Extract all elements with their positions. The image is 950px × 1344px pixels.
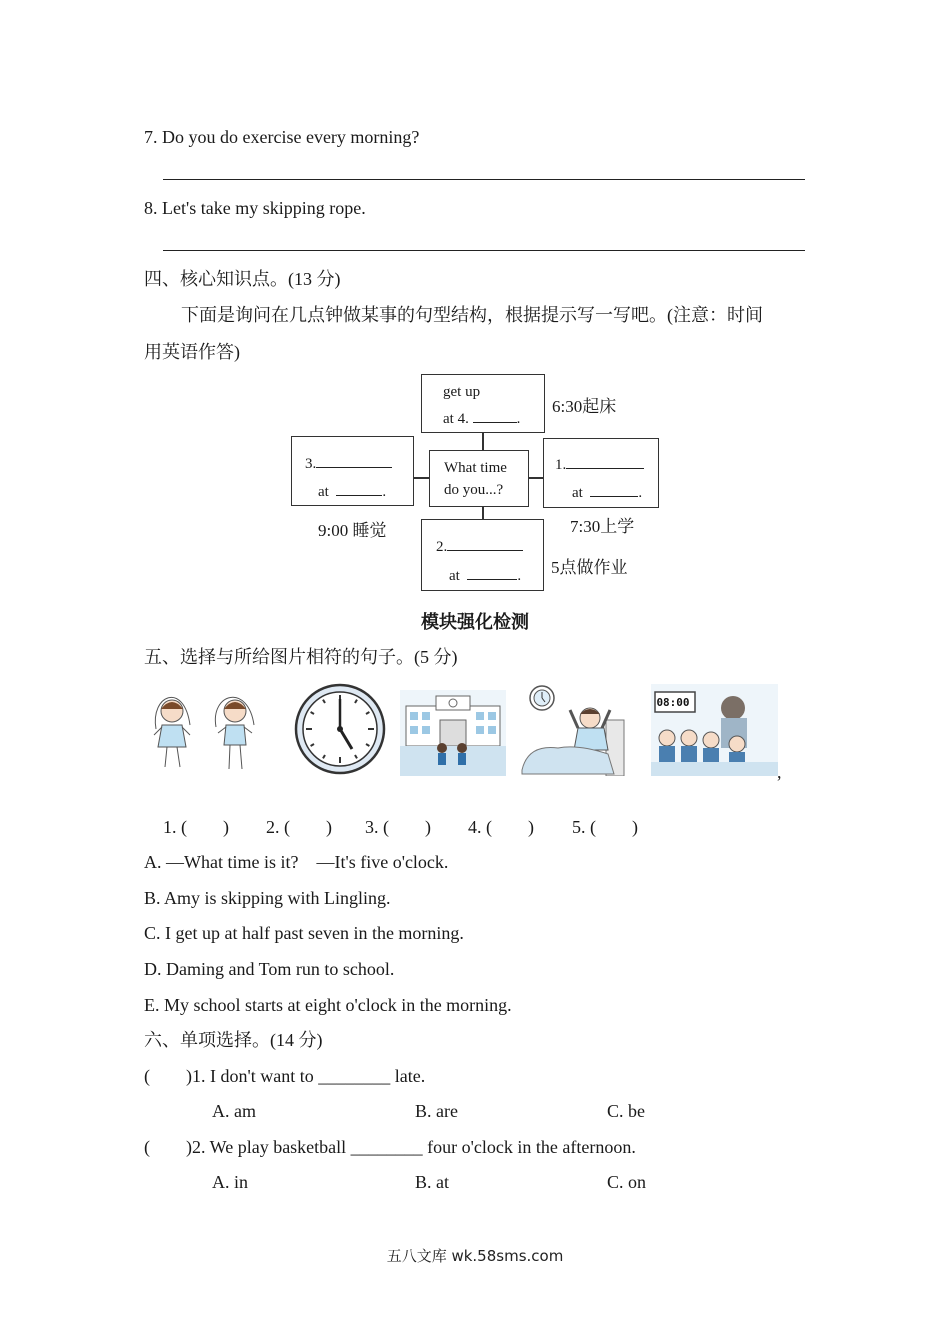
bottom-caption: 5点做作业 bbox=[551, 558, 628, 577]
bottom-box bbox=[421, 519, 544, 591]
mc-question-1: ( )1. I don't want to ________ late. bbox=[144, 1066, 426, 1086]
connector-right bbox=[528, 477, 544, 479]
section-4-heading: 四、核心知识点。(13 分) bbox=[144, 269, 341, 289]
option-c: C. I get up at half past seven in the morning. bbox=[144, 923, 464, 943]
module-title: 模块强化检测 bbox=[421, 612, 529, 632]
center-line2: do you...? bbox=[444, 482, 504, 498]
connector-top bbox=[482, 432, 484, 450]
top-box-line1: get up bbox=[443, 384, 481, 400]
left-box-line2: at . bbox=[318, 481, 386, 502]
right-box-line2: at . bbox=[572, 482, 642, 503]
stray-comma: , bbox=[777, 762, 782, 782]
option-b: B. Amy is skipping with Lingling. bbox=[144, 888, 391, 908]
left-box bbox=[291, 436, 414, 506]
clock-display-label: 08:00 bbox=[656, 696, 690, 709]
left-box-line1: 3. bbox=[305, 453, 392, 474]
top-box-line2: at 4. . bbox=[443, 408, 520, 429]
option-d: D. Daming and Tom run to school. bbox=[144, 959, 395, 979]
mc-q1-option-b[interactable]: B. are bbox=[415, 1101, 458, 1121]
mc-q1-option-a[interactable]: A. am bbox=[212, 1101, 256, 1121]
connector-left bbox=[413, 477, 429, 479]
right-box bbox=[543, 438, 659, 508]
answer-blank-2[interactable]: 2. ( ) bbox=[266, 817, 332, 837]
bottom-box-line1: 2. bbox=[436, 536, 523, 557]
clock-picture bbox=[294, 683, 386, 775]
answer-blank-4[interactable]: 4. ( ) bbox=[468, 817, 534, 837]
answer-line-7[interactable] bbox=[163, 179, 805, 180]
section-5-heading: 五、选择与所给图片相符的句子。(5 分) bbox=[144, 647, 458, 667]
right-box-line1: 1. bbox=[555, 454, 644, 475]
bottom-box-line2: at . bbox=[449, 565, 521, 586]
skipping-girls-picture bbox=[144, 685, 266, 775]
answer-line-8[interactable] bbox=[163, 250, 805, 251]
mc-q1-option-c[interactable]: C. be bbox=[607, 1101, 645, 1121]
section-4-instruction-2: 用英语作答) bbox=[144, 342, 240, 362]
section-6-heading: 六、单项选择。(14 分) bbox=[144, 1030, 323, 1050]
question-8: 8. Let's take my skipping rope. bbox=[144, 198, 366, 218]
option-e: E. My school starts at eight o'clock in the morning. bbox=[144, 995, 512, 1015]
getting-up-picture bbox=[518, 684, 628, 776]
top-caption: 6:30起床 bbox=[552, 397, 617, 416]
connector-bottom bbox=[482, 506, 484, 520]
mc-q2-option-b[interactable]: B. at bbox=[415, 1172, 449, 1192]
mc-question-2: ( )2. We play basketball ________ four o'clock in the afternoon. bbox=[144, 1137, 636, 1157]
mc-q2-option-a[interactable]: A. in bbox=[212, 1172, 248, 1192]
answer-blank-1[interactable]: 1. ( ) bbox=[163, 817, 229, 837]
footer-watermark: 五八文库 wk.58sms.com bbox=[386, 1247, 564, 1265]
school-picture bbox=[400, 690, 506, 776]
right-caption: 7:30上学 bbox=[570, 517, 635, 536]
answer-blank-5[interactable]: 5. ( ) bbox=[572, 817, 638, 837]
top-box bbox=[421, 374, 545, 433]
question-7: 7. Do you do exercise every morning? bbox=[144, 127, 420, 147]
center-box bbox=[429, 450, 529, 507]
center-line1: What time bbox=[444, 460, 507, 476]
option-a: A. —What time is it? —It's five o'clock. bbox=[144, 852, 449, 872]
answer-blank-3[interactable]: 3. ( ) bbox=[365, 817, 431, 837]
mc-q2-option-c[interactable]: C. on bbox=[607, 1172, 647, 1192]
left-caption: 9:00 睡觉 bbox=[318, 521, 387, 540]
section-4-instruction-1: 下面是询问在几点钟做某事的句型结构，根据提示写一写吧。(注意：时间 bbox=[181, 305, 763, 325]
